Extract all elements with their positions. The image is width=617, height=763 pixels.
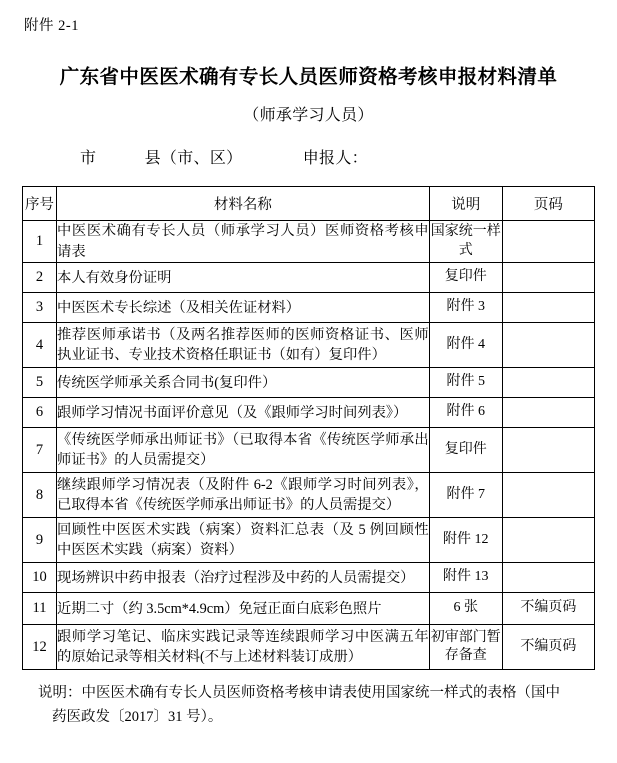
cell-page <box>502 428 594 473</box>
footnote <box>22 682 595 728</box>
cell-no: 1 <box>23 221 57 263</box>
table-row <box>23 593 595 625</box>
cell-no: 5 <box>23 368 57 398</box>
footnote-line-2: 药医政发〔2017〕31 号）。 <box>52 708 223 725</box>
cell-note: 复印件 <box>429 263 502 293</box>
form-fields <box>22 145 595 168</box>
table-header-row <box>23 187 595 221</box>
cell-name: 中医医术确有专长人员（师承学习人员）医师资格考核申请表 <box>57 221 430 263</box>
cell-name: 回顾性中医医术实践（病案）资料汇总表（及 5 例回顾性中医医术实践（病案）资料） <box>57 518 430 563</box>
cell-note: 附件 3 <box>429 293 502 323</box>
cell-note: 附件 13 <box>429 563 502 593</box>
table-row <box>23 473 595 518</box>
cell-no: 12 <box>23 625 57 670</box>
cell-note: 国家统一样式 <box>429 221 502 263</box>
cell-note: 附件 12 <box>429 518 502 563</box>
cell-page: 不编页码 <box>502 593 594 625</box>
header-page: 页码 <box>502 187 594 221</box>
cell-no: 4 <box>23 323 57 368</box>
cell-note: 附件 6 <box>429 398 502 428</box>
table-row <box>23 323 595 368</box>
cell-no: 7 <box>23 428 57 473</box>
table-row <box>23 563 595 593</box>
cell-page <box>502 263 594 293</box>
cell-name: 现场辨识中药申报表（治疗过程涉及中药的人员需提交） <box>57 563 430 593</box>
cell-no: 8 <box>23 473 57 518</box>
cell-name: 本人有效身份证明 <box>57 263 430 293</box>
document-code: 附件 2-1 <box>24 18 79 34</box>
cell-name: 跟师学习笔记、临床实践记录等连续跟师学习中医满五年的原始记录等相关材料(不与上述材料装订成册） <box>57 625 430 670</box>
cell-no: 3 <box>23 293 57 323</box>
table-row <box>23 398 595 428</box>
header-no: 序号 <box>23 187 57 221</box>
field-city: 市 <box>80 150 97 167</box>
cell-no: 6 <box>23 398 57 428</box>
cell-no: 11 <box>23 593 57 625</box>
cell-note: 附件 7 <box>429 473 502 518</box>
cell-page <box>502 563 594 593</box>
cell-page: 不编页码 <box>502 625 594 670</box>
table-row <box>23 428 595 473</box>
header-note: 说明 <box>429 187 502 221</box>
cell-name: 近期二寸（约 3.5cm*4.9cm）免冠正面白底彩色照片 <box>57 593 430 625</box>
cell-note: 附件 4 <box>429 323 502 368</box>
cell-note: 6 张 <box>429 593 502 625</box>
table-row <box>23 368 595 398</box>
materials-table <box>22 186 595 670</box>
cell-note: 附件 5 <box>429 368 502 398</box>
cell-page <box>502 221 594 263</box>
cell-name: 《传统医学师承出师证书》（已取得本省《传统医学师承出师证书》的人员需提交） <box>57 428 430 473</box>
table-row <box>23 263 595 293</box>
table-row <box>23 518 595 563</box>
cell-page <box>502 473 594 518</box>
cell-no: 2 <box>23 263 57 293</box>
page-title: 广东省中医医术确有专长人员医师资格考核申报材料清单 <box>59 67 558 88</box>
footnote-line-1: 说明：中医医术确有专长人员医师资格考核申请表使用国家统一样式的表格（国中 <box>38 685 560 702</box>
cell-name: 传统医学师承关系合同书(复印件） <box>57 368 430 398</box>
field-applicant: 申报人： <box>302 150 368 167</box>
cell-name: 推荐医师承诺书（及两名推荐医师的医师资格证书、医师执业证书、专业技术资格任职证书（如有）复印件） <box>57 323 430 368</box>
cell-page <box>502 368 594 398</box>
cell-note: 初审部门暂存备查 <box>429 625 502 670</box>
cell-page <box>502 518 594 563</box>
header-name: 材料名称 <box>57 187 430 221</box>
page-subtitle: （师承学习人员） <box>243 107 374 124</box>
cell-name: 跟师学习情况书面评价意见（及《跟师学习时间列表》） <box>57 398 430 428</box>
cell-page <box>502 293 594 323</box>
cell-no: 9 <box>23 518 57 563</box>
field-county: 县（市、区） <box>144 150 243 167</box>
table-row <box>23 625 595 670</box>
cell-name: 继续跟师学习情况表（及附件 6-2《跟师学习时间列表》，已取得本省《传统医学师承出师证书》的人员需提交） <box>57 473 430 518</box>
cell-note: 复印件 <box>429 428 502 473</box>
table-row <box>23 221 595 263</box>
table-row <box>23 293 595 323</box>
cell-name: 中医医术专长综述（及相关佐证材料） <box>57 293 430 323</box>
cell-page <box>502 323 594 368</box>
cell-page <box>502 398 594 428</box>
cell-no: 10 <box>23 563 57 593</box>
